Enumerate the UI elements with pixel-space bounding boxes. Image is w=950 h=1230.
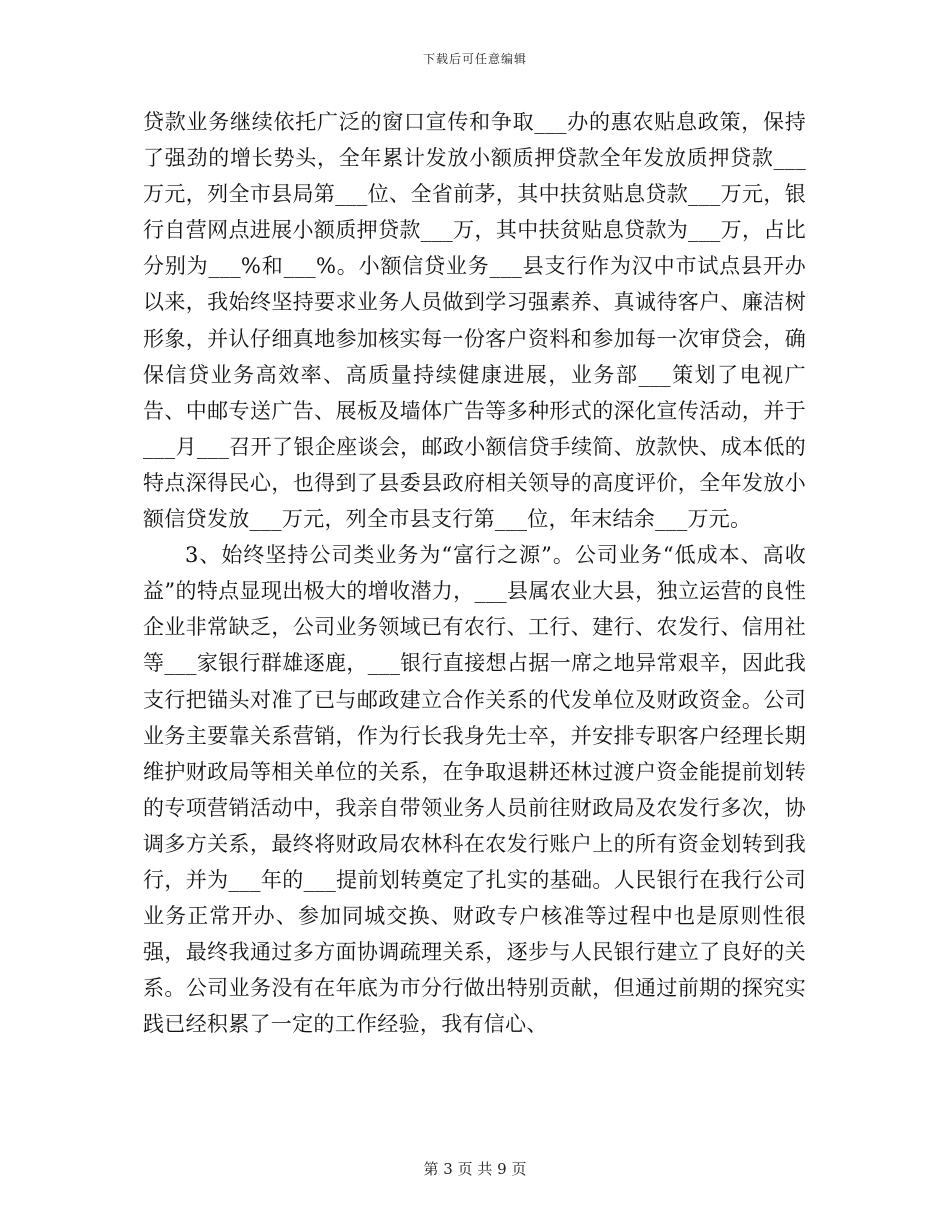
document-body (143, 104, 806, 1042)
page-number: 第 3 页 共 9 页 (423, 1160, 527, 1178)
page-header: 下载后可任意编辑 (422, 52, 527, 66)
paragraph-1: 贷款业务继续依托广泛的窗口宣传和争取___办的惠农贴息政策，保持了强劲的增长势头，全年累计发放小额质押贷款全年发放质押贷款___万元，列全市县局第___位、全省前茅，其中扶贫贴息贷款___万元，银行自营网点进展小额质押贷款___万，其中扶贫贴息贷款为___万，占比分别为___%和___%。小额信贷业务___县支行作为汉中市试点县开办以来，我始终坚持要求业务人员做到学习强素养、真诚待客户、廉洁树形象，并认仔细真地参加核实每一份客户资料和参加每一次审贷会，确保信贷业务高效率、高质量持续健康进展，业务部___策划了电视广告、中邮专送广告、展板及墙体广告等多种形式的深化宣传活动，并于___月___召开了银企座谈会，邮政小额信贷手续简、放款快、成本低的特点深得民心，也得到了县委县政府相关领导的高度评价，全年发放小额信贷发放___万元，列全市县支行第___位，年末结余___万元。 (143, 110, 806, 532)
paragraph-2: 3、始终坚持公司类业务为“富行之源”。公司业务“低成本、高收益”的特点显现出极大的增收潜力，___县属农业大县，独立运营的良性企业非常缺乏，公司业务领域已有农行、工行、建行、农发行、信用社等___家银行群雄逐鹿，___银行直接想占据一席之地异常艰辛，因此我支行把锚头对准了已与邮政建立合作关系的代发单位及财政资金。公司业务主要靠关系营销，作为行长我身先士卒，并安排专职客户经理长期维护财政局等相关单位的关系，在争取退耕还林过渡户资金能提前划转的专项营销活动中，我亲自带领业务人员前往财政局及农发行多次，协调多方关系，最终将财政局农林科在农发行账户上的所有资金划转到我行，并为___年的___提前划转奠定了扎实的基础。人民银行在我行公司业务正常开办、参加同城交换、财政专户核准等过程中也是原则性很强，最终我通过多方面协调疏理关系，逐步与人民银行建立了良好的关系。公司业务没有在年底为市分行做出特别贡献，但通过前期的探究实践已经积累了一定的工作经验，我有信心、 (143, 543, 806, 1037)
